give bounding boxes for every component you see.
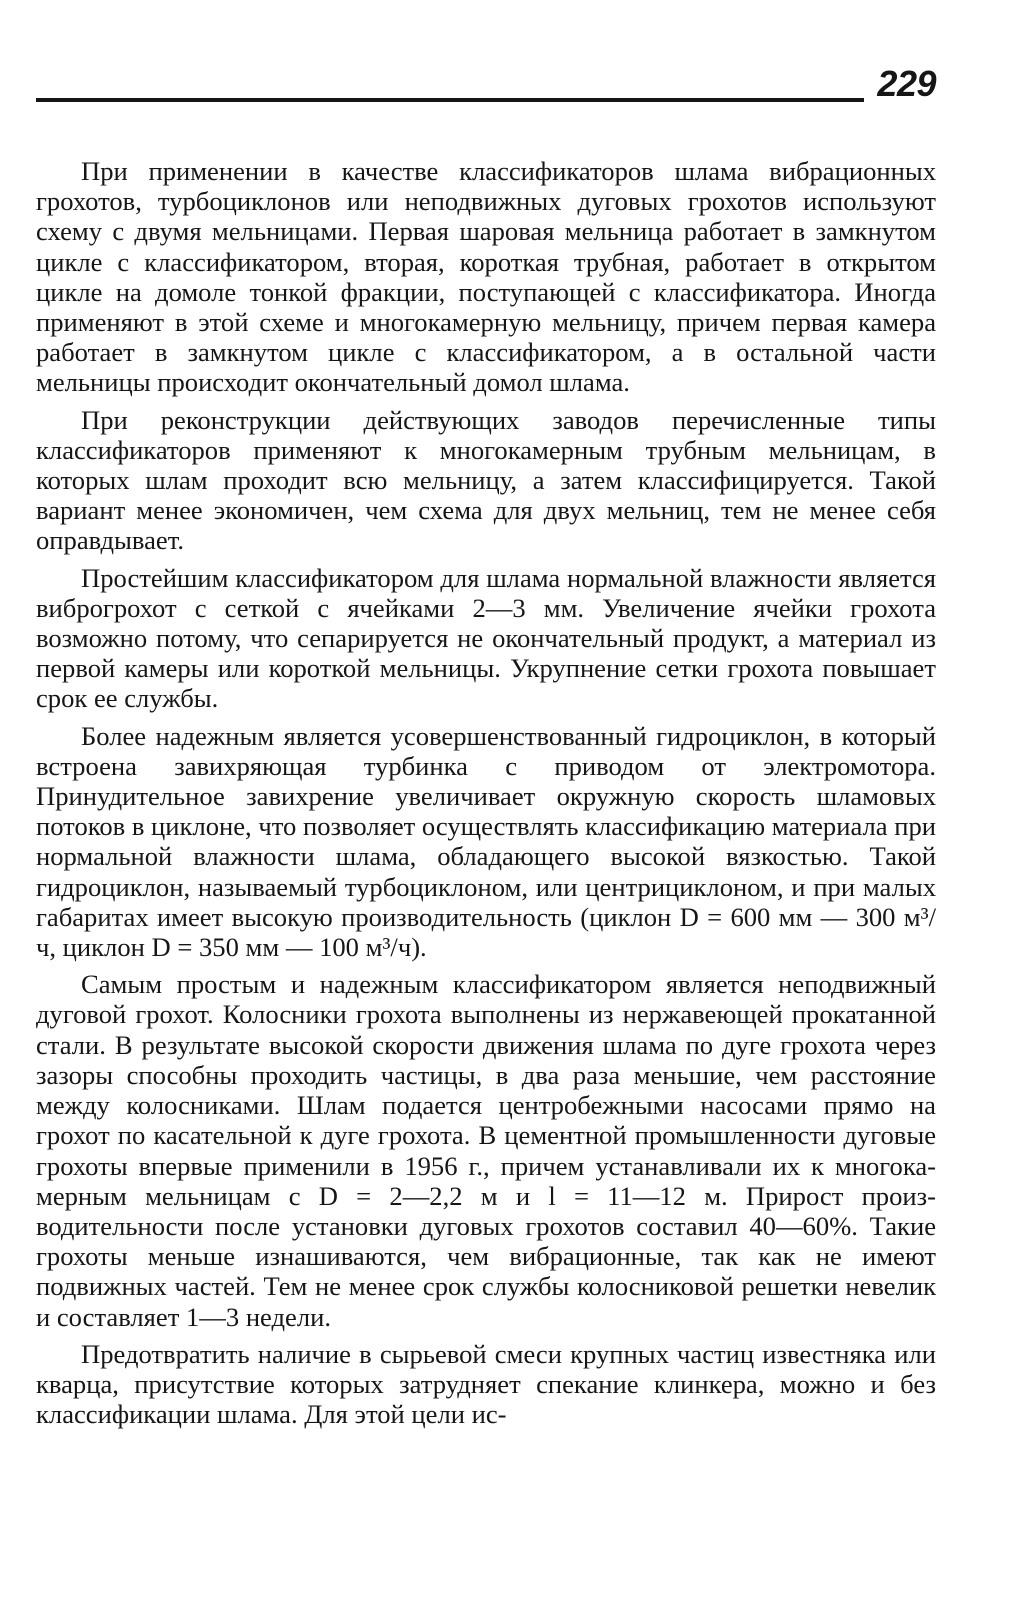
paragraph: При применении в качестве классификаторов шлама вибрационных грохотов, турбоциклонов или неподвижных дуговых грохотов используют схему с двумя мельницами. Первая шаровая мельница работает в замкнутом цикле с классификатором, вторая, короткая трубная, работает в открытом цикле на домоле тонкой фракции, поступающей с классификатора. Иногда применяют в этой схеме и многокамерную мельницу, причем первая камера работает в замкнутом цикле с классификатором, а в остальной части мельницы происходит окончательный домол шлама. xyxy=(36,156,936,398)
paragraph: Предотвратить наличие в сырьевой смеси крупных частиц известняка или кварца, присутствие которых затрудняет спекание клинкера, можно и без классификации шлама. Для этой цели ис- xyxy=(36,1338,936,1430)
paragraph: Более надежным является усовершенствованный гидроциклон, в который встроена завихряющая турбинка с приводом от электромотора. Принудительное завихрение увеличивает окружную скорость шламовых потоков в циклоне, что позволяет осуществлять классификацию материала при нормальной влажности шлама, обладающего высокой вязкостью. Такой гидроциклон, называемый турбоциклоном, или центрициклоном, и при малых габаритах имеет высокую производительность (циклон D = 600 мм — 300 м³/ч, циклон D = 350 мм — 100 м³/ч). xyxy=(36,720,936,963)
page-body xyxy=(36,156,936,1429)
paragraph: При реконструкции действующих заводов перечисленные типы классификаторов применяют к многокамерным трубным мельницам, в которых шлам проходит всю мельницу, а затем классифицируется. Такой вариант менее экономичен, чем схема для двух мельниц, тем не менее себя оправдывает. xyxy=(36,404,936,556)
header-rule xyxy=(36,98,864,102)
book-page xyxy=(36,58,936,1568)
page-number: 229 xyxy=(877,63,936,104)
paragraph: Простейшим классификатором для шлама нормальной влажности является виброгрохот с сеткой с ячейками 2—3 мм. Увеличение ячейки грохота возможно потому, что сепарируется не окончательный продукт, а материал из первой камеры или короткой мельницы. Укрупнение сетки грохота повышает срок ее службы. xyxy=(36,562,936,714)
page-header xyxy=(36,58,936,104)
paragraph: Самым простым и надежным классификатором является неподвижный дуговой грохот. Колосники грохота выполнены из нержавеющей прокатанной стали. В результате высокой скорости движения шлама по дуге грохота через зазоры способны проходить частицы, в два раза меньшие, чем расстояние между колосниками. Шлам подается центробежными насосами прямо на грохот по касательной к дуге грохота. В цементной промышленности дуговые грохоты впервые применили в 1956 г., причем устанавливали их к многокамерным мельницам с D = 2—2,2 м и l = 11—12 м. Прирост производительности после установки дуговых грохотов составил 40—60%. Такие грохоты меньше изнашиваются, чем вибрационные, так как не имеют подвижных частей. Тем не менее срок службы колосниковой решетки невелик и составляет 1—3 недели. xyxy=(36,969,936,1332)
